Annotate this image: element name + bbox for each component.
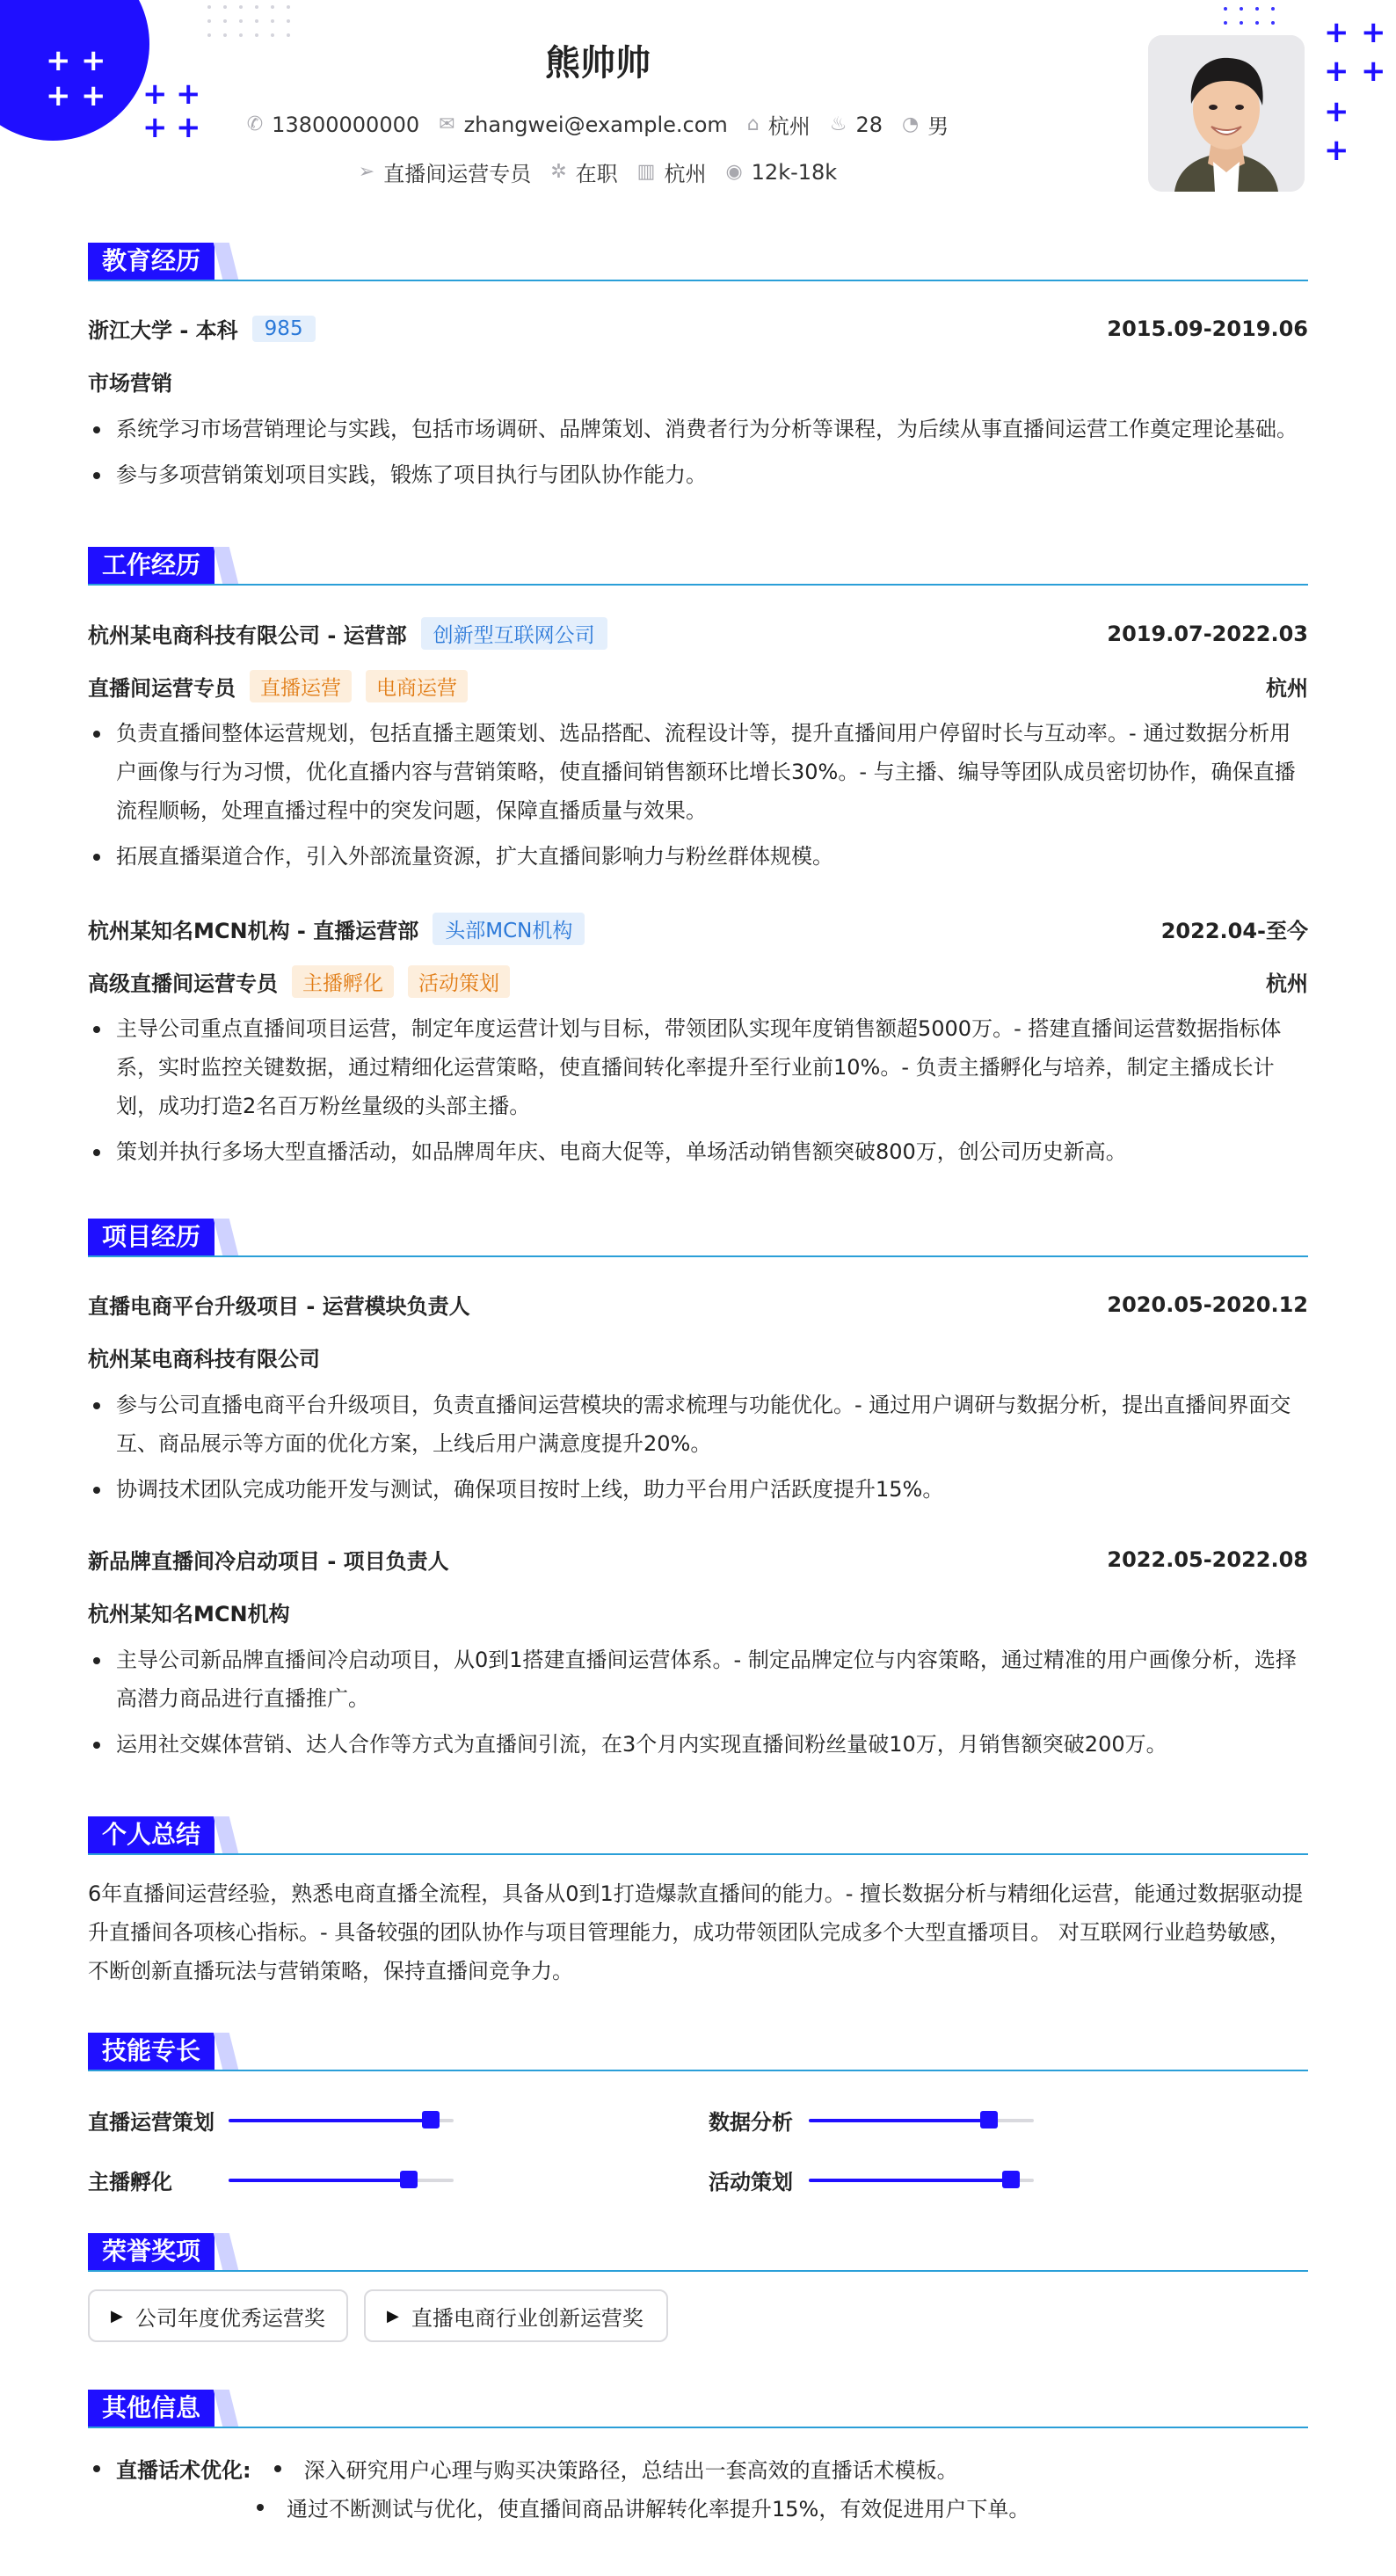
plus-decor-icon: +	[1324, 54, 1349, 89]
section-header	[88, 2033, 1308, 2071]
building-icon: ▥	[636, 161, 656, 183]
skill-item	[88, 2105, 454, 2136]
section-title-accent	[214, 243, 238, 280]
dot-grid-decor	[207, 5, 292, 37]
skill-bar-knob	[422, 2111, 440, 2128]
contact-gender: ◔ 男	[902, 113, 949, 139]
section-education	[88, 243, 1308, 487]
major-row	[88, 366, 1308, 397]
education-date: 2015.09-2019.06	[1107, 316, 1308, 341]
project-org: 杭州某电商科技有限公司	[88, 1347, 320, 1372]
section-header	[88, 2233, 1308, 2272]
play-icon: ▶	[387, 2306, 399, 2325]
bullet-dot	[274, 2465, 281, 2472]
contact-row	[0, 109, 1196, 145]
project-org-row	[88, 1342, 1308, 1372]
section-title-accent	[214, 2390, 238, 2427]
section-title-accent	[214, 1816, 238, 1853]
job-location: 杭州	[1266, 971, 1308, 996]
plus-decor-icon: +	[1361, 54, 1386, 89]
company-name: 杭州某电商科技有限公司 - 运营部	[88, 623, 407, 648]
intent-row	[0, 156, 1196, 187]
section-title: 个人总结	[88, 1816, 214, 1853]
avatar	[1148, 35, 1305, 192]
section-other	[88, 2390, 1308, 2521]
contact-email: ✉ zhangwei@example.com	[439, 112, 728, 137]
skill-bar	[809, 2179, 1034, 2182]
plus-decor-icon: +	[1324, 133, 1349, 168]
list-item: 系统学习市场营销理论与实践，包括市场调研、品牌策划、消费者行为分析等课程，为后续从事直播间运营工作奠定理论基础。	[88, 410, 1308, 448]
plus-decor-icon: +	[142, 76, 168, 112]
list-item: 策划并执行多场大型直播活动，如品牌周年庆、电商大促等，单场活动销售额突破800万，创公司历史新高。	[88, 1132, 1308, 1171]
job-role: 高级直播间运营专员	[88, 971, 278, 996]
summary-text: 6年直播间运营经验，熟悉电商直播全流程，具备从0到1打造爆款直播间的能力。- 擅长数据分析与精细化运营，能通过数据驱动提升直播间各项核心指标。- 具备较强的团队协作与项目管理能力，成功带领团队完成多个大型直播项目。 对互联网行业趋势敏感，不断创新直播玩法与营销策略，保持直播间竞争力。	[88, 1881, 1304, 1983]
list-item: 运用社交媒体营销、达人合作等方式为直播间引流，在3个月内实现直播间粉丝量破10万，月销售额突破200万。	[88, 1725, 1308, 1764]
section-title: 项目经历	[88, 1219, 214, 1255]
section-projects	[88, 1219, 1308, 1757]
project-bullets	[88, 1386, 1308, 1516]
skill-bar	[809, 2119, 1034, 2122]
section-header	[88, 1219, 1308, 1257]
section-skills	[88, 2033, 1308, 2194]
skill-bar-fill	[809, 2119, 989, 2122]
section-header	[88, 2390, 1308, 2428]
section-title-accent	[214, 1219, 238, 1255]
job-role: 直播间运营专员	[88, 676, 236, 701]
school-name: 浙江大学 - 本科	[88, 318, 238, 343]
award-label: 公司年度优秀运营奖	[135, 2305, 325, 2331]
section-title-accent	[214, 2033, 238, 2070]
list-item: 主导公司重点直播间项目运营，制定年度运营计划与目标，带领团队实现年度销售额超5000万。- 搭建直播间运营数据指标体系，实时监控关键数据，通过精细化运营策略，使直播间转化率提升至行业前10%。- 负责主播孵化与培养，制定主播成长计划，成功打造2名百万粉丝量级的头部主播。	[88, 1009, 1308, 1125]
other-item: 通过不断测试与优化，使直播间商品讲解转化率提升15%，有效促进用户下单。	[287, 2497, 1030, 2521]
project-header-row	[88, 1544, 1308, 1575]
other-label-row	[93, 2453, 958, 2484]
plus-decor-icon: +	[1324, 94, 1349, 129]
plus-decor-icon: +	[1324, 15, 1349, 50]
skill-label: 主播孵化	[88, 2170, 172, 2194]
skill-tag: 主播孵化	[292, 965, 394, 998]
section-awards	[88, 2233, 1308, 2331]
project-org: 杭州某知名MCN机构	[88, 1602, 290, 1626]
section-title: 荣誉奖项	[88, 2233, 214, 2270]
play-icon: ▶	[111, 2306, 123, 2325]
plus-decor-icon: +	[46, 43, 71, 78]
list-item: 参与多项营销策划项目实践，锻炼了项目执行与团队协作能力。	[88, 455, 1308, 494]
gear-icon: ✲	[550, 161, 567, 183]
skill-bar-knob	[1002, 2171, 1020, 2188]
other-item: 深入研究用户心理与购买决策路径，总结出一套高效的直播话术模板。	[303, 2458, 958, 2483]
job-role-row	[88, 965, 1308, 998]
intent-status: ✲ 在职	[550, 161, 618, 186]
bullet-dot	[257, 2504, 264, 2511]
project-header-row	[88, 1289, 1308, 1320]
skill-tag: 电商运营	[366, 670, 468, 702]
job-bullets	[88, 714, 1308, 883]
contact-phone: ✆ 13800000000	[246, 112, 420, 137]
job-bullets	[88, 1009, 1308, 1178]
section-title: 教育经历	[88, 243, 214, 280]
contact-age: ♨ 28	[829, 112, 883, 137]
plus-decor-icon: +	[1361, 15, 1386, 50]
plus-decor-icon: +	[46, 78, 71, 113]
skill-tag: 活动策划	[408, 965, 510, 998]
home-icon: ⌂	[746, 113, 760, 135]
cake-icon: ♨	[829, 113, 847, 135]
section-header	[88, 547, 1308, 586]
section-work	[88, 547, 1308, 1164]
send-icon: ➢	[358, 161, 375, 183]
list-item: 主导公司新品牌直播间冷启动项目，从0到1搭建直播间运营体系。- 制定品牌定位与内容策略，通过精准的用户画像分析，选择高潜力商品进行直播推广。	[88, 1641, 1308, 1718]
award-badge[interactable]	[364, 2289, 668, 2342]
job-location: 杭州	[1266, 676, 1308, 701]
major-name: 市场营销	[88, 371, 172, 396]
plus-decor-icon: +	[81, 78, 106, 113]
resume-name: 熊帅帅	[545, 43, 651, 84]
plus-decor-icon: +	[176, 76, 201, 112]
skill-item	[709, 2105, 1034, 2136]
company-tag: 头部MCN机构	[433, 913, 585, 945]
skill-bar-fill	[229, 2119, 431, 2122]
skill-item	[88, 2165, 454, 2195]
plus-decor-icon: +	[176, 110, 201, 145]
skill-item	[709, 2165, 1034, 2195]
project-name: 直播电商平台升级项目 - 运营模块负责人	[88, 1294, 470, 1319]
section-header	[88, 243, 1308, 281]
skill-bar	[229, 2119, 454, 2122]
bullet-dot	[93, 2465, 100, 2472]
other-item-row	[257, 2492, 1029, 2522]
section-title: 技能专长	[88, 2033, 214, 2070]
project-date: 2022.05-2022.08	[1107, 1546, 1308, 1572]
section-header	[88, 1816, 1308, 1855]
project-date: 2020.05-2020.12	[1107, 1292, 1308, 1317]
intent-position: ➢ 直播间运营专员	[358, 161, 532, 186]
skill-bar-knob	[400, 2171, 418, 2188]
job-date: 2022.04-至今	[1160, 919, 1308, 943]
job-header-row	[88, 913, 1308, 945]
avatar-illustration	[1148, 35, 1305, 192]
section-title: 其他信息	[88, 2390, 214, 2427]
skill-bar-fill	[809, 2179, 1011, 2182]
plus-decor-icon: +	[81, 43, 106, 78]
skill-tag: 直播运营	[250, 670, 352, 702]
skill-label: 直播运营策划	[88, 2110, 214, 2135]
contact-city: ⌂ 杭州	[746, 113, 811, 139]
project-org-row	[88, 1597, 1308, 1627]
company-tag: 创新型互联网公司	[421, 617, 607, 650]
plus-decor-icon: +	[142, 110, 168, 145]
list-item: 拓展直播渠道合作，引入外部流量资源，扩大直播间影响力与粉丝群体规模。	[88, 837, 1308, 876]
gender-icon: ◔	[902, 113, 920, 135]
phone-icon: ✆	[246, 113, 264, 135]
mail-icon: ✉	[439, 113, 455, 135]
other-label: 直播话术优化:	[116, 2458, 251, 2483]
skill-label: 数据分析	[709, 2110, 793, 2135]
dot-grid-decor	[1224, 7, 1276, 25]
coin-icon: ◉	[725, 161, 743, 183]
intent-salary: ◉ 12k-18k	[725, 159, 838, 185]
skill-label: 活动策划	[709, 2170, 793, 2194]
education-bullets	[88, 410, 1308, 501]
section-title-accent	[214, 2233, 238, 2270]
project-name: 新品牌直播间冷启动项目 - 项目负责人	[88, 1549, 449, 1574]
education-row	[88, 313, 1308, 344]
list-item: 负责直播间整体运营规划，包括直播主题策划、选品搭配、流程设计等，提升直播间用户停留时长与互动率。- 通过数据分析用户画像与行为习惯，优化直播内容与营销策略，使直播间销售额环比增长30%。- 与主播、编导等团队成员密切协作，确保直播流程顺畅，处理直播过程中的突发问题，保障直播质量与效果。	[88, 714, 1308, 830]
skill-bar-fill	[229, 2179, 409, 2182]
award-label: 直播电商行业创新运营奖	[411, 2305, 643, 2331]
project-bullets	[88, 1641, 1308, 1771]
section-title-accent	[214, 547, 238, 584]
skill-bar	[229, 2179, 454, 2182]
job-header-row	[88, 617, 1308, 650]
list-item: 协调技术团队完成功能开发与测试，确保项目按时上线，助力平台用户活跃度提升15%。	[88, 1470, 1308, 1509]
award-badge[interactable]	[88, 2289, 348, 2342]
school-tag: 985	[252, 316, 316, 342]
intent-city: ▥ 杭州	[636, 161, 707, 186]
section-summary	[88, 1816, 1308, 1983]
job-role-row	[88, 670, 1308, 702]
company-name: 杭州某知名MCN机构 - 直播运营部	[88, 919, 419, 943]
list-item: 参与公司直播电商平台升级项目，负责直播间运营模块的需求梳理与功能优化。- 通过用户调研与数据分析，提出直播间界面交互、商品展示等方面的优化方案，上线后用户满意度提升20%。	[88, 1386, 1308, 1463]
section-title: 工作经历	[88, 547, 214, 584]
skill-bar-knob	[980, 2111, 998, 2128]
job-date: 2019.07-2022.03	[1107, 621, 1308, 646]
